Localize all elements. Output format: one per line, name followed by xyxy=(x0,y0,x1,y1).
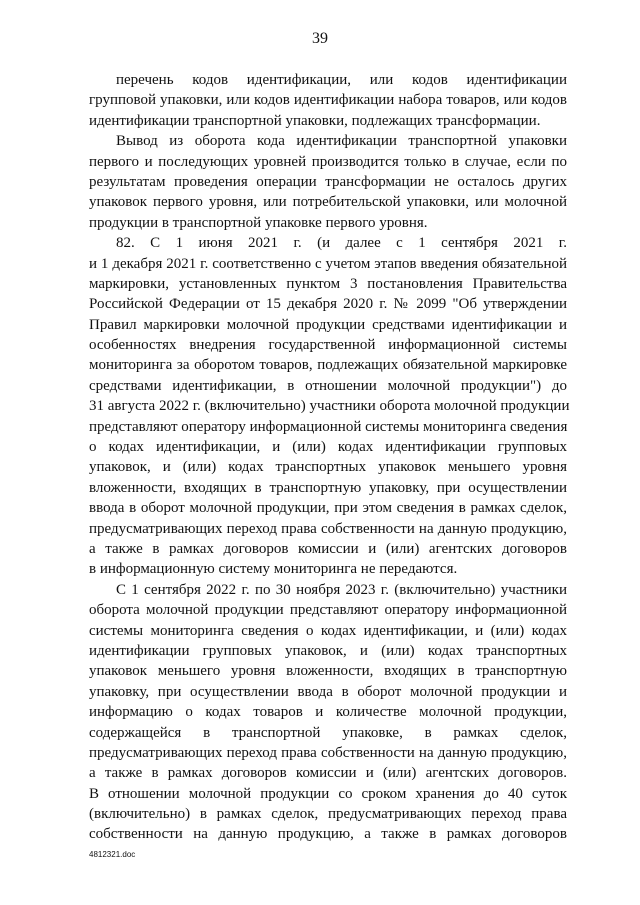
text-line: результатам проведения операции трансформации не осталось других xyxy=(89,173,567,190)
text-line: и 1 декабря 2021 г. соответственно с учетом этапов введения обязательной xyxy=(89,255,567,272)
text-line: упаковок первого уровня, или потребительской упаковки, или молочной xyxy=(89,194,567,211)
text-line: упаковок меньшего уровня вложенности, входящих в транспортную xyxy=(89,663,567,680)
text-line: мониторинга за оборотом товаров, подлежащих обязательной маркировке xyxy=(89,357,567,374)
text-line: собственности на данную продукцию, а также в рамках договоров xyxy=(89,826,567,843)
page-number: 39 xyxy=(312,30,328,47)
file-name-footer: 4812321.doc xyxy=(89,850,136,859)
text-line: оборота молочной продукции представляют оператору информационной xyxy=(89,602,567,619)
text-line: перечень кодов идентификации, или кодов идентификации xyxy=(116,72,567,88)
text-line: 82. С 1 июня 2021 г. (и далее с 1 сентября 2021 г. xyxy=(116,235,567,252)
text-line: первого и последующих уровней производится только в случае, если по xyxy=(89,153,567,170)
text-line: С 1 сентября 2022 г. по 30 ноября 2023 г. (включительно) участники xyxy=(116,581,567,598)
text-line: продукции в транспортной упаковке первого уровня. xyxy=(89,214,428,231)
text-line: системы мониторинга сведения о кодах идентификации, и (или) кодах xyxy=(89,622,567,639)
text-line: в информационную систему мониторинга не передаются. xyxy=(89,561,458,578)
text-line: а также в рамках договоров комиссии и (или) агентских договоров xyxy=(89,540,567,557)
text-line: В отношении молочной продукции со сроком хранения до 40 суток xyxy=(89,785,567,802)
text-line: Вывод из оборота кода идентификации транспортной упаковки xyxy=(116,133,567,150)
text-line: содержащейся в транспортной упаковке, в рамках сделок, xyxy=(89,724,567,741)
text-line: вложенности, входящих в транспортную упаковку, при осуществлении xyxy=(89,479,567,496)
text-line: средствами идентификации, в отношении молочной продукции") до xyxy=(89,377,567,394)
text-line: о кодах идентификации, и (или) кодах идентификации групповых xyxy=(89,439,567,456)
text-line: 31 августа 2022 г. (включительно) участники оборота молочной продукции xyxy=(89,398,570,415)
text-line: идентификации транспортной упаковки, подлежащих трансформации. xyxy=(89,112,541,129)
text-line: а также в рамках договоров комиссии и (или) агентских договоров. xyxy=(89,765,567,782)
text-line: предусматривающих переход права собственности на данную продукцию, xyxy=(89,744,567,761)
text-line: маркировки, установленных пунктом 3 постановления Правительства xyxy=(89,275,567,292)
text-line: представляют оператору информационной системы мониторинга сведения xyxy=(89,418,568,435)
document-body xyxy=(89,70,570,845)
text-line: Российской Федерации от 15 декабря 2020 г. № 2099 "Об утверждении xyxy=(89,296,567,313)
text-line: упаковку, при осуществлении ввода в оборот молочной продукции и xyxy=(89,683,567,700)
text-line: идентификации групповых упаковок, и (или) кодах транспортных xyxy=(89,642,567,659)
text-line: информацию о кодах товаров и количестве молочной продукции, xyxy=(89,704,567,721)
text-line: упаковок, и (или) кодах транспортных упаковок меньшего уровня xyxy=(89,459,567,476)
text-line: (включительно) в рамках сделок, предусматривающих переход права xyxy=(89,806,567,823)
text-line: предусматривающих переход права собственности на данную продукцию, xyxy=(89,520,567,537)
text-line: групповой упаковки, или кодов идентификации набора товаров, или кодов xyxy=(89,92,567,109)
text-line: особенностях внедрения государственной информационной системы xyxy=(89,337,567,354)
text-line: ввода в оборот молочной продукции, при этом сведения в рамках сделок, xyxy=(89,500,567,517)
text-line: Правил маркировки молочной продукции средствами идентификации и xyxy=(89,316,567,333)
